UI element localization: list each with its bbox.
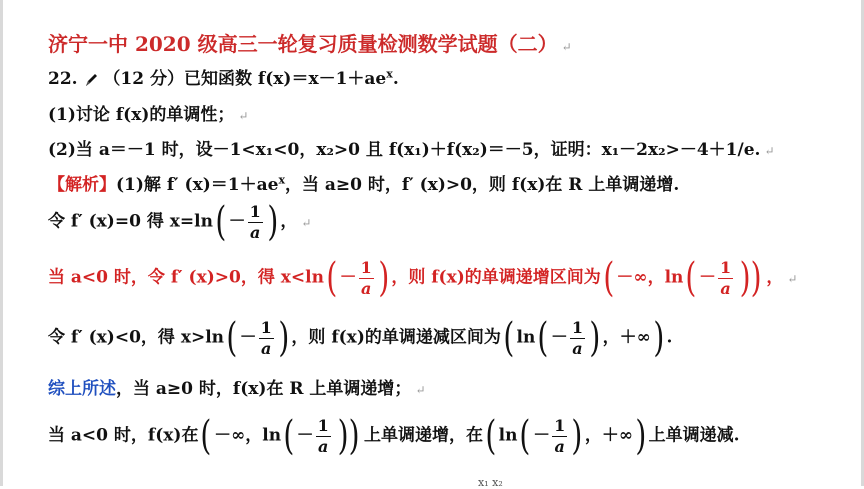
decreasing-condition: 令 f′ (x)<0，得 x>ln <box>48 327 225 348</box>
exponent: x <box>386 67 393 81</box>
fraction-1-over-a: $\frac{1}{a}$ <box>571 317 584 358</box>
solution-line-4: 令 f′ (x)<0，得 x>ln( － $\frac{1}{a}$ ) ，则 f(x)的单调递减区间为( ln( － $\frac{1}{a}$ ) ，＋∞) . <box>48 315 673 361</box>
decreasing-interval: ，＋∞ <box>602 327 651 348</box>
part-2-question <box>48 135 775 160</box>
part-1-text: (1)讨论 f(x)的单调性； <box>48 105 235 125</box>
summary-tag: 综上所述 <box>48 379 116 399</box>
case-a-nonnegative: ，当 a≥0 时，f′ (x)>0，则 f(x)在 R 上单调递增. <box>285 175 680 195</box>
increasing-condition: 当 a<0 时，令 f′ (x)>0，得 x<ln <box>48 267 324 288</box>
period: . <box>392 69 399 89</box>
fraction-1-over-a: $\frac{1}{a}$ <box>260 317 272 358</box>
exponent: x <box>278 173 285 187</box>
fraction-1-over-a: $\frac{1}{a}$ <box>554 415 566 456</box>
exam-title-text: 济宁一中 2020 级高三一轮复习质量检测数学试题（二） <box>48 32 558 56</box>
fraction-1-over-a: $\frac{1}{a}$ <box>249 201 261 242</box>
solution-line-1 <box>48 170 679 195</box>
pencil-icon <box>84 72 98 88</box>
solution-line-5: 综上所述，当 a≥0 时，f(x)在 R 上单调递增； ↵ <box>48 379 426 399</box>
problem-22-statement <box>48 64 399 89</box>
problem-number: 22. <box>48 69 78 89</box>
fraction-1-over-a: $\frac{1}{a}$ <box>720 257 732 298</box>
cut-off-next-line: x₁ x₂ <box>478 476 503 489</box>
summary-text: ，当 a≥0 时，f(x)在 R 上单调递增； <box>116 379 412 399</box>
increasing-interval: －∞，ln <box>616 267 684 288</box>
part-2-text: (2)当 a＝－1 时，设－1<x₁<0，x₂>0 且 f(x₁)＋f(x₂)＝－5，证明：x₁－2x₂>－4＋1/e. <box>48 140 761 160</box>
fraction-1-over-a: $\frac{1}{a}$ <box>360 257 372 298</box>
solution-line-2: 令 f′ (x)=0 得 x=ln( － $\frac{1}{a}$ ) ， ↵ <box>48 199 312 245</box>
return-mark: ↵ <box>561 40 572 54</box>
fraction-1-over-a: $\frac{1}{a}$ <box>317 415 329 456</box>
solution-tag: 【解析】 <box>48 175 116 195</box>
return-mark: ↵ <box>238 109 249 123</box>
decreasing-interval-text: ，则 f(x)的单调递减区间为 <box>291 327 501 348</box>
solution-line-3: 当 a<0 时，令 f′ (x)>0，得 x<ln( － $\frac{1}{a}$ ) ，则 f(x)的单调递增区间为( －∞，ln( － $\frac{1}{a}$ )) ， ↵ <box>48 255 798 301</box>
return-mark: ↵ <box>764 144 775 158</box>
derivative-expression: (1)解 f′ (x)＝1＋ae <box>116 175 279 195</box>
left-frame-border <box>0 0 3 486</box>
part-1-question <box>48 100 248 125</box>
increasing-interval-text: ，则 f(x)的单调递增区间为 <box>391 267 601 288</box>
solution-line-6: 当 a<0 时，f(x)在( －∞，ln( － $\frac{1}{a}$ )) 上单调递增，在( ln( － $\frac{1}{a}$ ) ，＋∞) 上单调递减. <box>48 413 740 459</box>
function-definition: （12 分）已知函数 f(x)＝x－1＋ae <box>103 69 387 89</box>
critical-point-text: 令 f′ (x)=0 得 x=ln <box>48 211 213 232</box>
exam-title <box>48 28 572 57</box>
final-case-text: 当 a<0 时，f(x)在 <box>48 425 199 446</box>
